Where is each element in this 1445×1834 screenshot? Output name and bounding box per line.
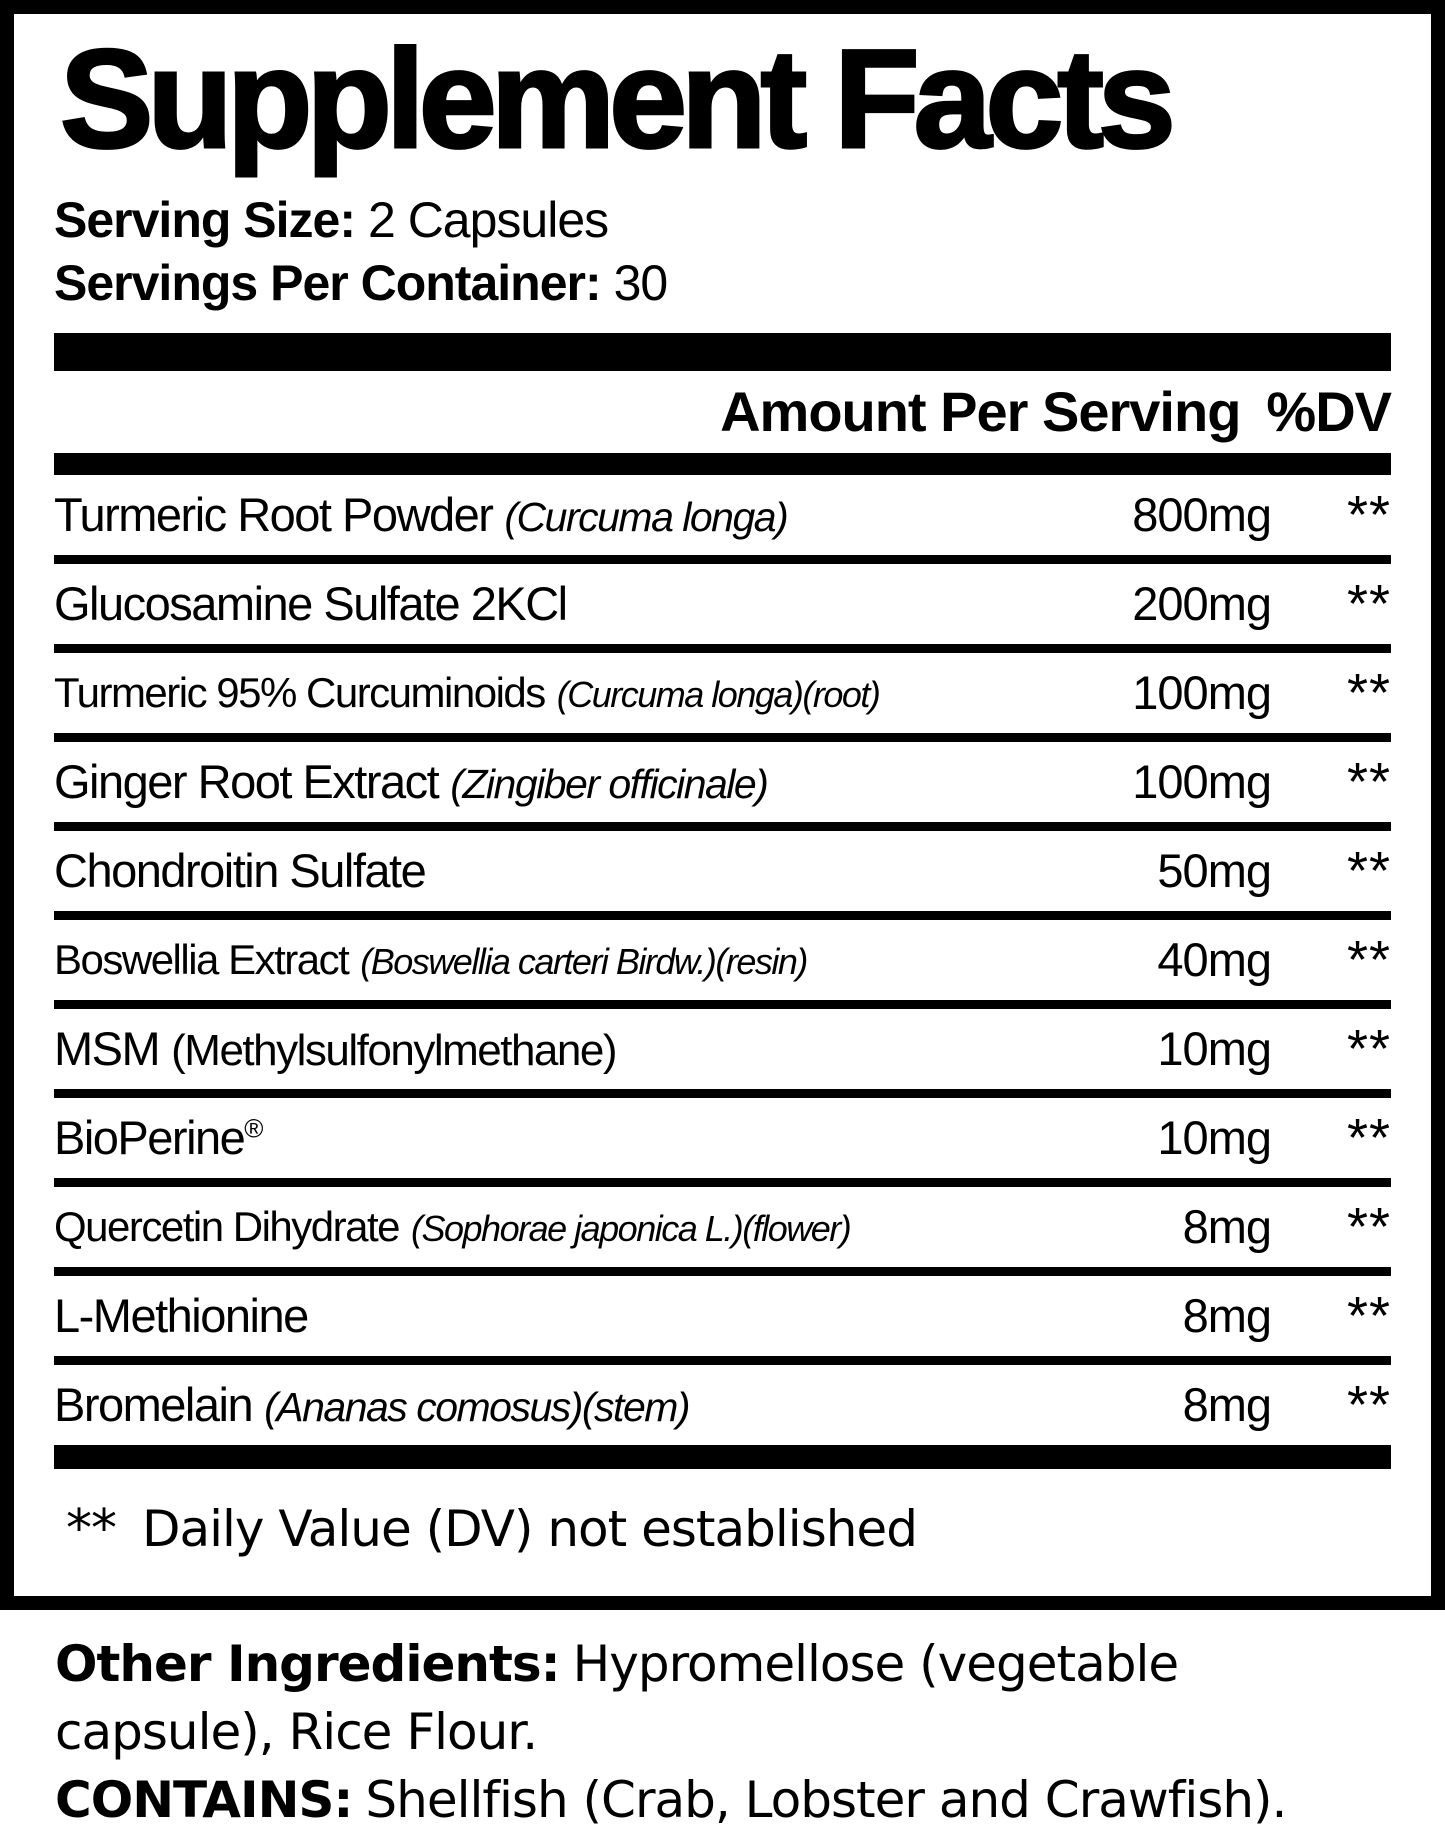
- ingredient-name: [54, 1203, 1081, 1251]
- ingredient-name-text: MSM: [54, 1022, 160, 1076]
- ingredient-dv: **: [1346, 1018, 1391, 1079]
- ingredient-name-text: L-Methionine: [54, 1289, 308, 1343]
- ingredient-name: [54, 487, 1081, 542]
- ingredient-botanical: (Ananas comosus)(stem): [264, 1384, 690, 1431]
- ingredient-dv: **: [1346, 1107, 1391, 1168]
- ingredient-amount: 100mg: [1132, 666, 1271, 720]
- ingredient-amount: 40mg: [1157, 933, 1271, 987]
- other-ingredients-label: Other Ingredients:: [55, 1635, 560, 1693]
- ingredient-amount: 8mg: [1182, 1378, 1271, 1432]
- ingredient-botanical: (Sophorae japonica L.)(flower): [411, 1207, 851, 1249]
- ingredient-chemical: (Methylsulfonylmethane): [171, 1026, 616, 1076]
- ingredient-name: [54, 1021, 1081, 1076]
- ingredient-dv: **: [1346, 751, 1391, 812]
- ingredient-name-text: Bromelain: [54, 1378, 253, 1432]
- double-asterisk-mark: **: [66, 1498, 116, 1559]
- serving-size-value: 2 Capsules: [368, 191, 609, 248]
- ingredient-amount: 10mg: [1157, 1022, 1271, 1076]
- ingredient-botanical: (Zingiber officinale): [450, 761, 768, 808]
- ingredient-name-text: Turmeric 95% Curcuminoids: [54, 668, 545, 716]
- ingredient-botanical: (Curcuma longa)(root): [556, 673, 880, 715]
- ingredient-amount: 200mg: [1132, 577, 1271, 631]
- panel-title: Supplement Facts: [60, 20, 1170, 177]
- thick-divider-under-header: [54, 453, 1391, 475]
- ingredient-dv: **: [1346, 1374, 1391, 1435]
- thick-divider-bottom: [54, 1445, 1391, 1469]
- table-row: [54, 920, 1391, 1009]
- ingredient-name: [54, 576, 1081, 631]
- ingredient-botanical: (Boswellia carteri Birdw.)(resin): [360, 940, 807, 982]
- registered-trademark-mark: ®: [244, 1113, 262, 1144]
- contains-text: Shellfish (Crab, Lobster and Crawfish).: [365, 1771, 1287, 1829]
- ingredient-dv: **: [1346, 573, 1391, 634]
- table-row: [54, 1276, 1391, 1365]
- thick-divider-top: [54, 333, 1391, 371]
- servings-per-container-line: [54, 252, 1391, 315]
- ingredient-name-text: Chondroitin Sulfate: [54, 844, 426, 898]
- ingredient-amount: 800mg: [1132, 488, 1271, 542]
- amount-column-header: Amount Per Serving: [720, 380, 1241, 444]
- dv-column-header: %DV: [1266, 380, 1391, 444]
- ingredient-amount: 10mg: [1157, 1111, 1271, 1165]
- ingredient-name: [54, 1377, 1081, 1432]
- ingredient-dv: **: [1346, 662, 1391, 723]
- other-ingredients-paragraph: [55, 1630, 1390, 1766]
- ingredient-name-text: Turmeric Root Powder: [54, 488, 493, 542]
- ingredient-amount: 50mg: [1157, 844, 1271, 898]
- serving-size-label: Serving Size:: [54, 191, 355, 248]
- ingredient-name: [54, 843, 1081, 898]
- ingredient-dv: **: [1346, 1196, 1391, 1257]
- ingredient-dv: **: [1346, 484, 1391, 545]
- daily-value-footnote-text: Daily Value (DV) not established: [142, 1499, 917, 1558]
- servings-per-container-label: Servings Per Container:: [54, 254, 601, 311]
- ingredient-name-text: Boswellia Extract: [54, 935, 349, 983]
- contains-paragraph: [55, 1766, 1390, 1834]
- ingredient-botanical: (Curcuma longa): [504, 494, 788, 541]
- other-ingredients-text: Hypromellose (vegetable capsule), Rice Flour.: [55, 1635, 1179, 1761]
- table-row: [54, 742, 1391, 831]
- serving-size-line: [54, 189, 1391, 252]
- table-row: [54, 1009, 1391, 1098]
- ingredient-amount: 8mg: [1182, 1200, 1271, 1254]
- contains-label: CONTAINS:: [55, 1771, 353, 1829]
- ingredient-amount: 8mg: [1182, 1289, 1271, 1343]
- below-panel-text: [0, 1610, 1445, 1834]
- column-header-row: [54, 371, 1391, 453]
- table-row: [54, 1098, 1391, 1187]
- ingredient-name-text: Quercetin Dihydrate: [54, 1202, 400, 1250]
- table-row: [54, 1365, 1391, 1445]
- ingredient-dv: **: [1346, 840, 1391, 901]
- table-row: [54, 564, 1391, 653]
- ingredient-name: [54, 1110, 1081, 1165]
- ingredient-amount: 100mg: [1132, 755, 1271, 809]
- servings-per-container-value: 30: [613, 254, 668, 311]
- ingredient-dv: **: [1346, 1285, 1391, 1346]
- table-row: [54, 831, 1391, 920]
- ingredient-dv: **: [1346, 929, 1391, 990]
- ingredient-name-text: Ginger Root Extract: [54, 755, 439, 809]
- ingredient-name-text: Glucosamine Sulfate 2KCl: [54, 577, 567, 631]
- ingredient-name: [54, 754, 1081, 809]
- daily-value-footnote: [54, 1469, 1391, 1559]
- table-row: [54, 475, 1391, 564]
- ingredient-name: [54, 1288, 1081, 1343]
- serving-info: [54, 189, 1391, 315]
- ingredient-name: [54, 669, 1081, 717]
- ingredient-name-text: BioPerine: [54, 1111, 245, 1165]
- table-row: [54, 653, 1391, 742]
- ingredient-name: [54, 936, 1081, 984]
- table-row: [54, 1187, 1391, 1276]
